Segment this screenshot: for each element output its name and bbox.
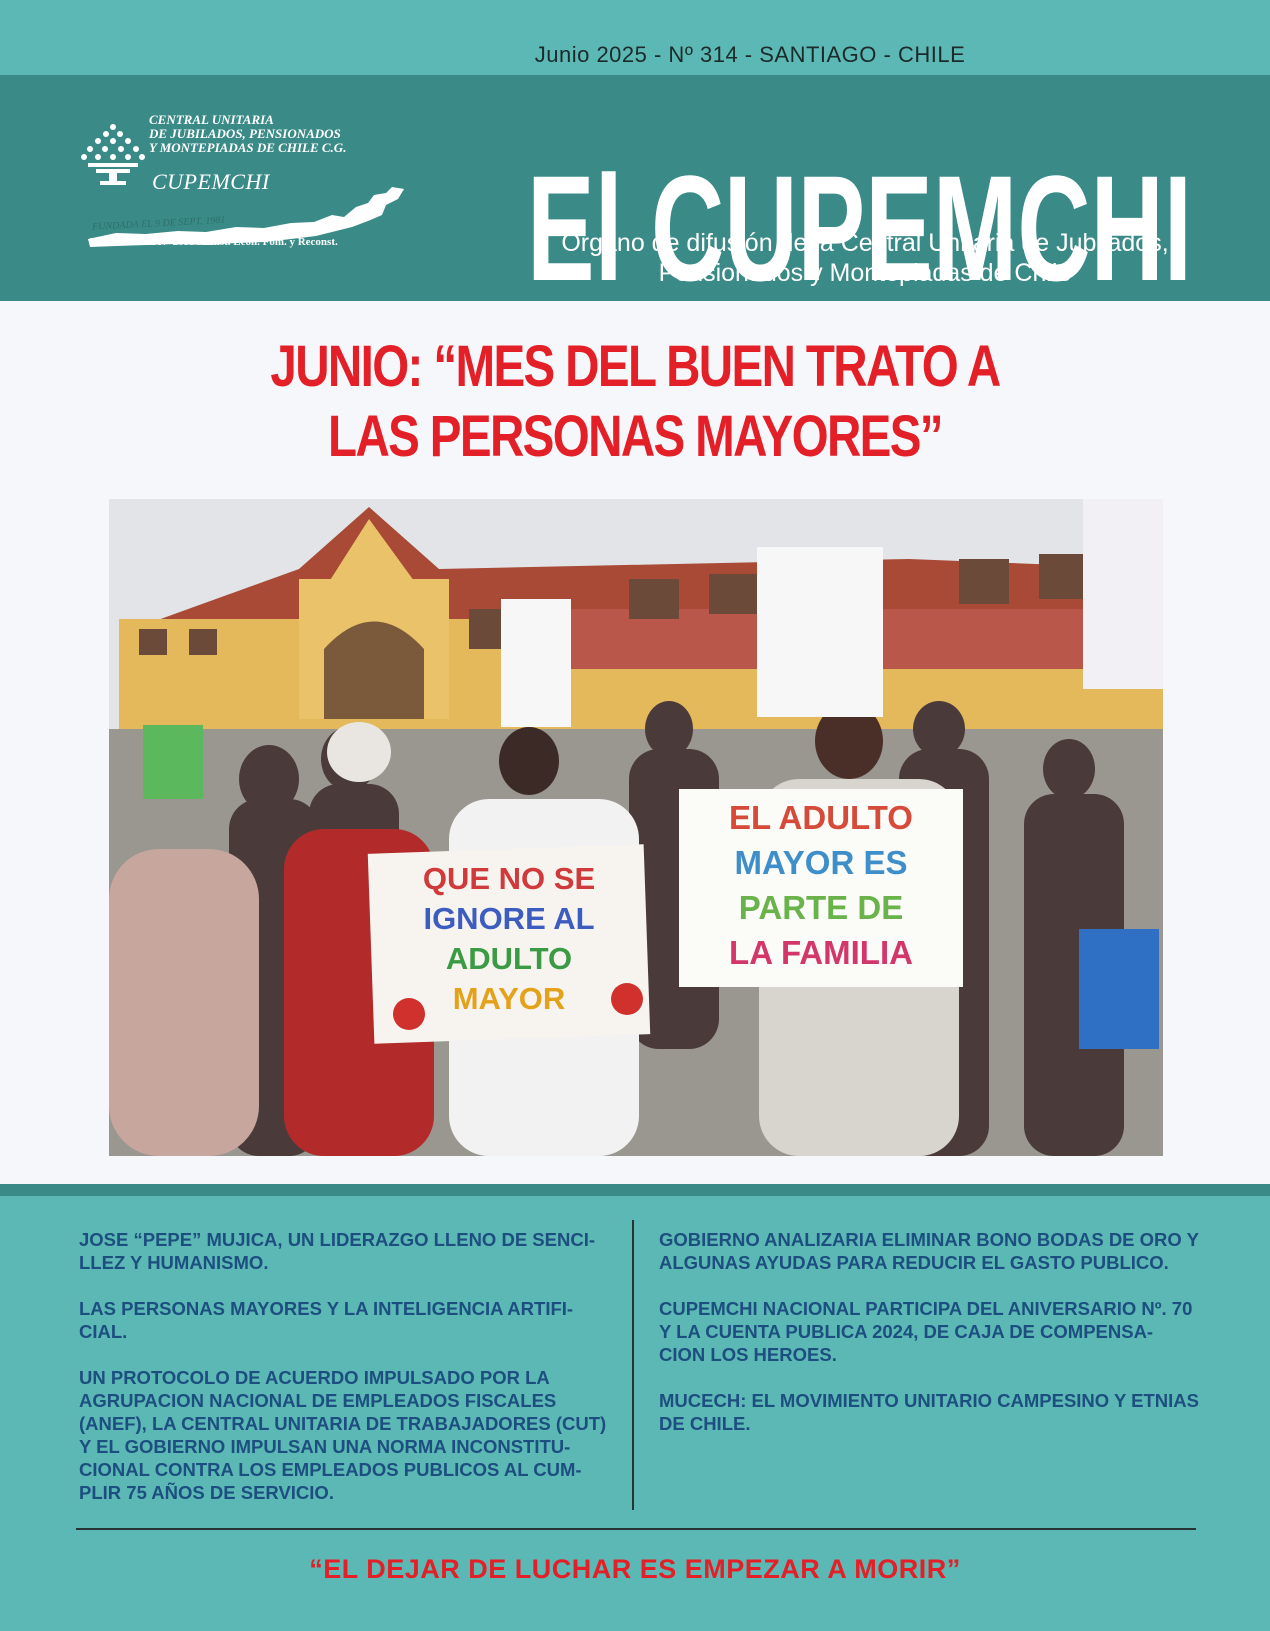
logo-legal-text: Pers. Jurídica Nº 2583 Minist. Econ. Fom. y Reconst. bbox=[90, 236, 338, 248]
logo-acronym: CUPEMCHI bbox=[152, 169, 270, 194]
svg-text:QUE NO SE: QUE NO SE bbox=[422, 861, 596, 896]
org-logo bbox=[72, 113, 412, 293]
masthead bbox=[0, 75, 1270, 312]
contents-left-column bbox=[79, 1228, 619, 1527]
footer-rule bbox=[76, 1528, 1196, 1530]
photo-sign-left bbox=[368, 844, 650, 1044]
svg-text:LA FAMILIA: LA FAMILIA bbox=[729, 934, 913, 971]
march-photo bbox=[109, 499, 1163, 1156]
contents-item: CUPEMCHI NACIONAL PARTICIPA DEL ANIVERSARIO Nº. 70 Y LA CUENTA PUBLICA 2024, DE CAJA DE COMPENSA-CION LOS HEROES. bbox=[659, 1298, 1193, 1365]
contents-item: JOSE “PEPE” MUJICA, UN LIDERAZGO LLENO DE SENCI-LLEZ Y HUMANISMO. bbox=[79, 1229, 596, 1273]
svg-text:MAYOR ES: MAYOR ES bbox=[734, 844, 908, 881]
logo-org-name: CENTRAL UNITARIA DE JUBILADOS, PENSIONADOS Y MONTEPIADAS DE CHILE C.G. bbox=[149, 112, 347, 155]
svg-text:EL ADULTO: EL ADULTO bbox=[729, 799, 913, 836]
contents-item: MUCECH: EL MOVIMIENTO UNITARIO CAMPESINO Y ETNIAS DE CHILE. bbox=[659, 1390, 1199, 1434]
issue-line: Junio 2025 - Nº 314 - SANTIAGO - CHILE bbox=[534, 42, 966, 67]
main-headline bbox=[114, 332, 1155, 472]
title-text: El CUPEMCHI bbox=[527, 144, 1192, 312]
contents-item: UN PROTOCOLO DE ACUERDO IMPULSADO POR LA AGRUPACION NACIONAL DE EMPLEADOS FISCALES (ANEF), LA CENTRAL UNITARIA DE TRABAJADORES (CUT) Y EL GOBIERNO IMPULSAN UNA NORMA INCONSTITU-CIONAL CONTRA LOS EMPLEADOS PUBLICOS AL CUM-PLIR 75 AÑOS DE SERVICIO. bbox=[79, 1367, 607, 1503]
photo-blue-bag bbox=[1079, 929, 1159, 1049]
contents-right-column bbox=[659, 1228, 1199, 1458]
contents-stripe bbox=[0, 1184, 1270, 1196]
contents-item: LAS PERSONAS MAYORES Y LA INTELIGENCIA ARTIFI-CIAL. bbox=[79, 1298, 574, 1342]
contents-item: GOBIERNO ANALIZARIA ELIMINAR BONO BODAS DE ORO Y ALGUNAS AYUDAS PARA REDUCIR EL GASTO PUBLICO. bbox=[659, 1229, 1199, 1273]
photo-sign-right bbox=[679, 789, 963, 987]
svg-text:ADULTO: ADULTO bbox=[445, 941, 573, 976]
svg-text:IGNORE AL: IGNORE AL bbox=[423, 901, 595, 936]
headline-line-1: JUNIO: “MES DEL BUEN TRATO A bbox=[270, 334, 1000, 399]
cover-photo bbox=[109, 499, 1163, 1156]
column-divider bbox=[632, 1220, 634, 1510]
subtitle: Órgano de difusión de la Central Unitaria de Jubilados, Pensionados y Montepiadas de Chile bbox=[561, 229, 1169, 287]
logo-founded: FUNDADA EL 9 DE SEPT. 1981 bbox=[91, 214, 226, 233]
tree-logo-icon bbox=[78, 121, 148, 187]
motto: “EL DEJAR DE LUCHAR ES EMPEZAR A MORIR” bbox=[309, 1554, 961, 1584]
headline-line-2: LAS PERSONAS MAYORES” bbox=[328, 404, 942, 469]
svg-text:PARTE DE: PARTE DE bbox=[738, 889, 904, 926]
svg-text:MAYOR: MAYOR bbox=[452, 981, 566, 1016]
